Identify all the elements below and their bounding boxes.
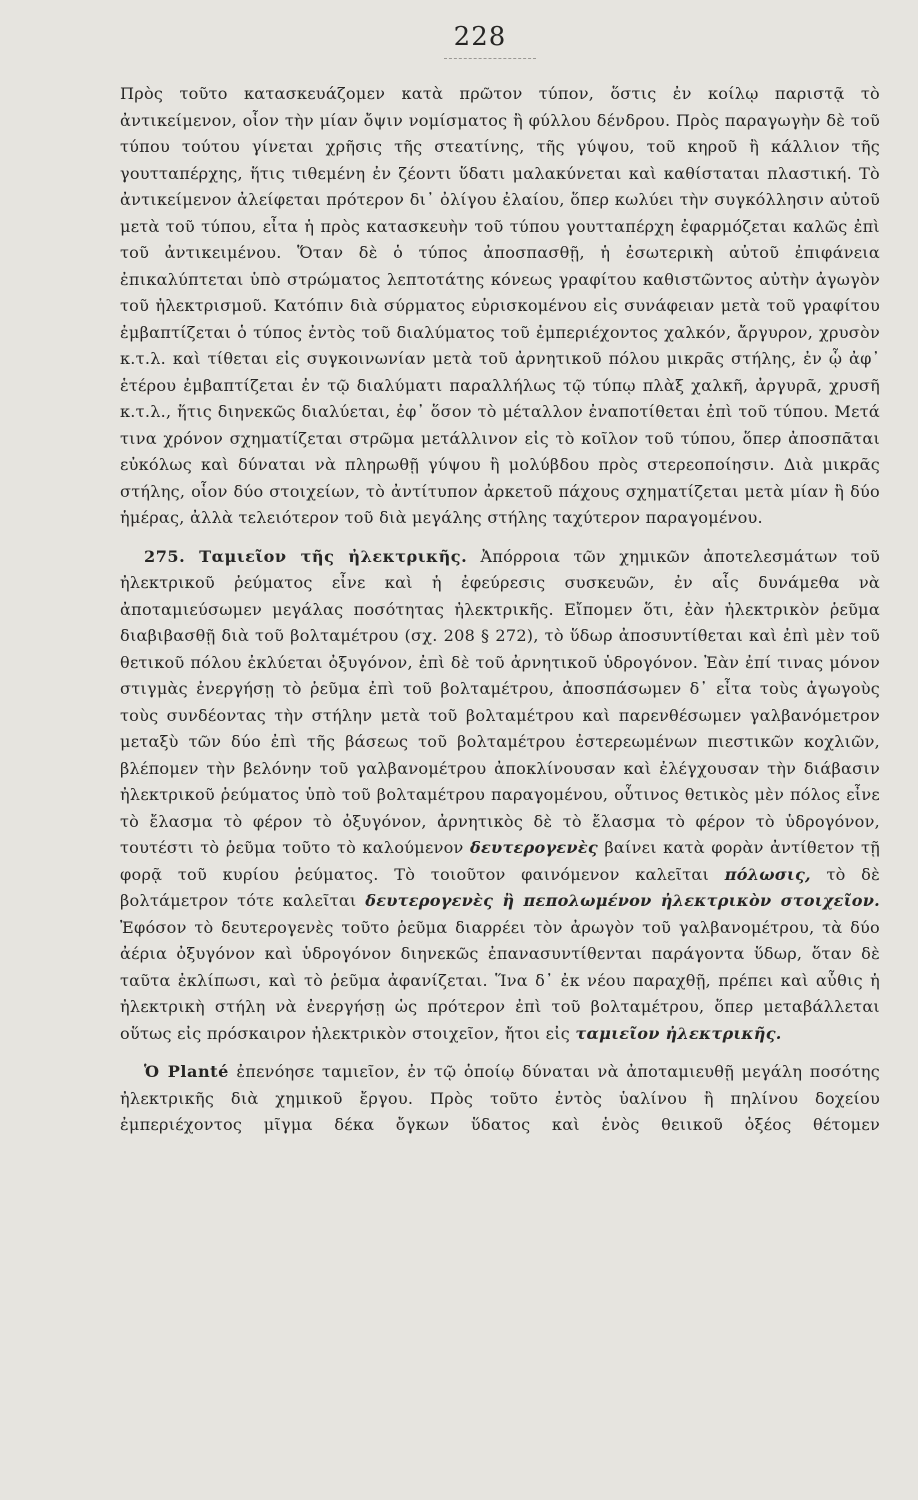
body-text [120,81,880,1139]
paragraph-text: ἐπενόησε ταμιεῖον, ἐν τῷ ὁποίῳ δύναται νὰ ἀποταμιευθῇ μεγάλη ποσότης ἠλεκτρικῆς διὰ χημικοῦ ἔργου. Πρὸς τοῦτο ἐντὸς ὑαλίνου ἢ πηλίνου δοχείου ἐμπεριέχοντος μῖγμα δέκα ὄγκων ὕδατος καὶ ἑνὸς θειικοῦ ὀξέος θέτομεν [120,1062,880,1134]
paragraph-text: Πρὸς τοῦτο κατασκευάζομεν κατὰ πρῶτον τύπον, ὅστις ἐν κοίλῳ παριστᾷ τὸ ἀντικείμενον, οἷον τὴν μίαν ὄψιν νομίσματος ἢ φύλλου δένδρου. Πρὸς παραγωγὴν δὲ τοῦ τύπου τούτου γίνεται χρῆσις τῆς στεατίνης, τῆς γύψου, τοῦ κηροῦ ἢ κάλλιον τῆς γουτταπέρχης, ἥτις τιθεμένη ἐν ζέοντι ὕδατι μαλακύνεται καὶ καθίσταται πλαστική. Τὸ ἀντικείμενον ἀλείφεται πρότερον δι᾽ ὀλίγου ἐλαίου, ὅπερ κωλύει τὴν συγκόλλησιν αὐτοῦ μετὰ τοῦ τύπου, εἶτα ἡ πρὸς κατασκευὴν τοῦ τύπου γουτταπέρχη ἐφαρμόζεται καλῶς ἐπὶ τοῦ ἀντικειμένου. Ὅταν δὲ ὁ τύπος ἀποσπασθῇ, ἡ ἐσωτερικὴ αὐτοῦ ἐπιφάνεια ἐπικαλύπτεται ὑπὸ στρώματος λεπτοτάτης κόνεως γραφίτου καθιστῶντος αὐτὴν ἀγωγὸν τοῦ ἠλεκτρισμοῦ. Κατόπιν διὰ σύρματος εὑρισκομένου εἰς συνάφειαν μετὰ τοῦ γραφίτου ἐμβαπτίζεται ὁ τύπος ἐντὸς τοῦ διαλύματος τοῦ ἐμπεριέχοντος χαλκόν, ἄργυρον, χρυσὸν κ.τ.λ. καὶ τίθεται εἰς συγκοινωνίαν μετὰ τοῦ ἀρνητικοῦ πόλου μικρᾶς στήλης, ἐν ᾧ ἀφ᾽ ἑτέρου ἐμβαπτίζεται ἐν τῷ διαλύματι παραλλήλως τῷ τύπῳ πλὰξ χαλκῆ, ἀργυρᾶ, χρυσῆ κ.τ.λ., ἥτις διηνεκῶς διαλύεται, ἐφ᾽ ὅσον τὸ μέταλλον ἐναποτίθεται ἐπὶ τοῦ τύπου. Μετά τινα χρόνον σχηματίζεται στρῶμα μετάλλινον εἰς τὸ κοῖλον τοῦ τύπου, ὅπερ ἀποσπᾶται εὐκόλως καὶ δύναται νὰ πληρωθῇ γύψου ἢ μολύβδου πρὸς στερεοποίησιν. Διὰ μικρᾶς στήλης, οἷον δύο στοιχείων, τὸ ἀντίτυπον ἀρκετοῦ πάχους σχηματίζεται μετὰ μίαν ἢ δύο ἡμέρας, ἀλλὰ τελειότερον τοῦ διὰ μεγάλης στήλης ταχύτερον παραγομένου. [120,84,880,527]
paragraph-section-275 [120,544,880,1048]
paragraph-electrotyping [120,81,880,532]
section-heading: 275. Ταμιεῖον τῆς ἠλεκτρικῆς. [144,546,468,566]
paragraph-text: τὸ δὲ βολτάμετρον τότε καλεῖται [120,864,880,910]
paragraph-text: βαίνει κατὰ φορὰν ἀντίθετον τῇ φορᾷ τοῦ κυρίου ῥεύματος. Τὸ τοιοῦτον φαινόμενον καλεῖται [120,838,880,884]
paragraph-text: Ἀπόρροια τῶν χημικῶν ἀποτελεσμάτων τοῦ ἠλεκτρικοῦ ῥεύματος εἶνε καὶ ἡ ἐφεύρεσις συσκευῶν, ἐν αἷς δυνάμεθα νὰ ἀποταμιεύσωμεν μεγάλας ποσότητας ἠλεκτρικῆς. Εἴπομεν ὅτι, ἐὰν ἠλεκτρικὸν ῥεῦμα διαβιβασθῇ διὰ τοῦ βολταμέτρου (σχ. 208 § 272), τὸ ὕδωρ ἀποσυντίθεται καὶ ἐπὶ μὲν τοῦ θετικοῦ πόλου ἐκλύεται ὀξυγόνον, ἐπὶ δὲ τοῦ ἀρνητικοῦ ὑδρογόνον. Ἐὰν ἐπί τινας μόνον στιγμὰς ἐνεργήσῃ τὸ ῥεῦμα ἐπὶ τοῦ βολταμέτρου, ἀποσπάσωμεν δ᾽ εἶτα τοὺς ἀγωγοὺς τοὺς συνδέοντας τὴν στήλην μετὰ τοῦ βολταμέτρου καὶ παρενθέσωμεν γαλβανόμετρον μεταξὺ τῶν δύο ἐπὶ τῆς βάσεως τοῦ βολταμέτρου ἐστερεωμένων πιεστικῶν κοχλιῶν, βλέπομεν τὴν βελόνην τοῦ γαλβανομέτρου ἀποκλίνουσαν καὶ ἐλέγχουσαν τὴν διάβασιν ἠλεκτρικοῦ ῥεύματος ὑπὸ τοῦ βολταμέτρου παραγομένου, οὗτινος θετικὸς μὲν πόλος εἶνε τὸ ἔλασμα τὸ φέρον τὸ ὀξυγόνον, ἀρνητικὸς δὲ τὸ ἔλασμα τὸ φέρον τὸ ὑδρογόνον, τουτέστι τὸ ῥεῦμα τοῦτο τὸ καλούμενον [120,546,880,857]
name-planté: Ὁ Planté [144,1062,229,1081]
emphasis-term: δευτερογενὲς [470,838,598,857]
header-rule [444,58,536,59]
emphasis-term: ταμιεῖον ἠλεκτρικῆς. [575,1023,782,1043]
page-number: 228 [453,22,507,52]
paragraph-text: Ἐφόσον τὸ δευτερογενὲς τοῦτο ῥεῦμα διαρρέει τὸν ἀρωγὸν τοῦ γαλβανομέτρου, τὰ δύο ἀέρια ὀξυγόνον καὶ ὑδρογόνον διηνεκῶς ἐπανασυντίθενται παράγοντα ὕδωρ, ὅταν δὲ ταῦτα ἐκλίπωσι, καὶ τὸ ῥεῦμα ἀφανίζεται. Ἵνα δ᾽ ἐκ νέου παραχθῇ, πρέπει καὶ αὖθις ἡ ἠλεκτρικὴ στήλη νὰ ἐνεργήσῃ ὡς πρότερον ἐπὶ τοῦ βολταμέτρου, ὅπερ μεταβάλλεται οὕτως εἰς πρόσκαιρον ἠλεκτρικὸν στοιχεῖον, ἤτοι εἰς [120,917,880,1043]
paragraph-plante [120,1059,880,1139]
emphasis-term: πόλωσις, [724,864,811,884]
emphasis-term: δευτερογενὲς ἢ πεπολωμένον ἠλεκτρικὸν στοιχεῖον. [365,891,880,910]
